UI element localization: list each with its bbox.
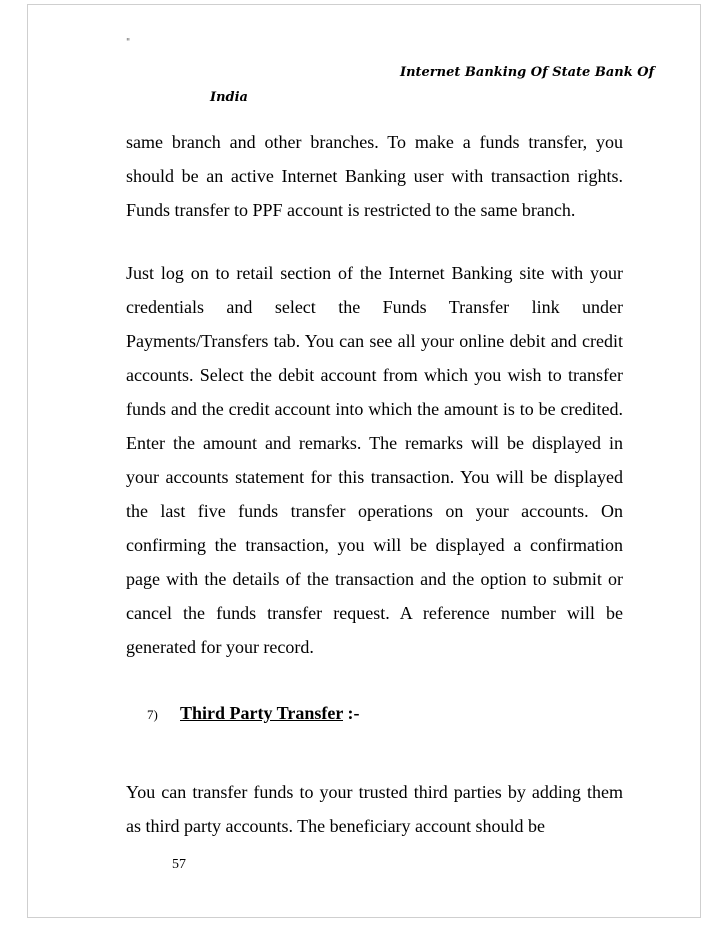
section-number: 7) [147, 707, 158, 722]
page-number: 57 [172, 857, 186, 872]
running-header-line2: India [210, 90, 248, 105]
section-title: Third Party Transfer [180, 703, 343, 723]
corner-mark: " [126, 38, 131, 48]
body-paragraph-1: same branch and other branches. To make a funds transfer, you should be an active Internet Banking user with transaction rights. Funds transfer to PPF account is restricted to the same branch. [126, 132, 623, 220]
running-header-line1: Internet Banking Of State Bank Of [400, 65, 655, 80]
body-paragraph-2: Just log on to retail section of the Internet Banking site with your credentials and select the Funds Transfer link under Payments/Transfers tab. You can see all your online debit and credit accounts. Select the debit account from which you wish to transfer funds and the credit account into which the amount is to be credited. Enter the amount and remarks. The remarks will be displayed in your accounts statement for this transaction. You will be displayed the last five funds transfer operations on your accounts. On confirming the transaction, you will be displayed a confirmation page with the details of the transaction and the option to submit or cancel the funds transfer request. A reference number will be generated for your record. [126, 263, 623, 657]
section-title-suffix: :- [343, 703, 360, 723]
body-paragraph-3: You can transfer funds to your trusted third parties by adding them as third party accounts. The beneficiary account should be [126, 782, 623, 836]
section-heading [147, 703, 360, 724]
